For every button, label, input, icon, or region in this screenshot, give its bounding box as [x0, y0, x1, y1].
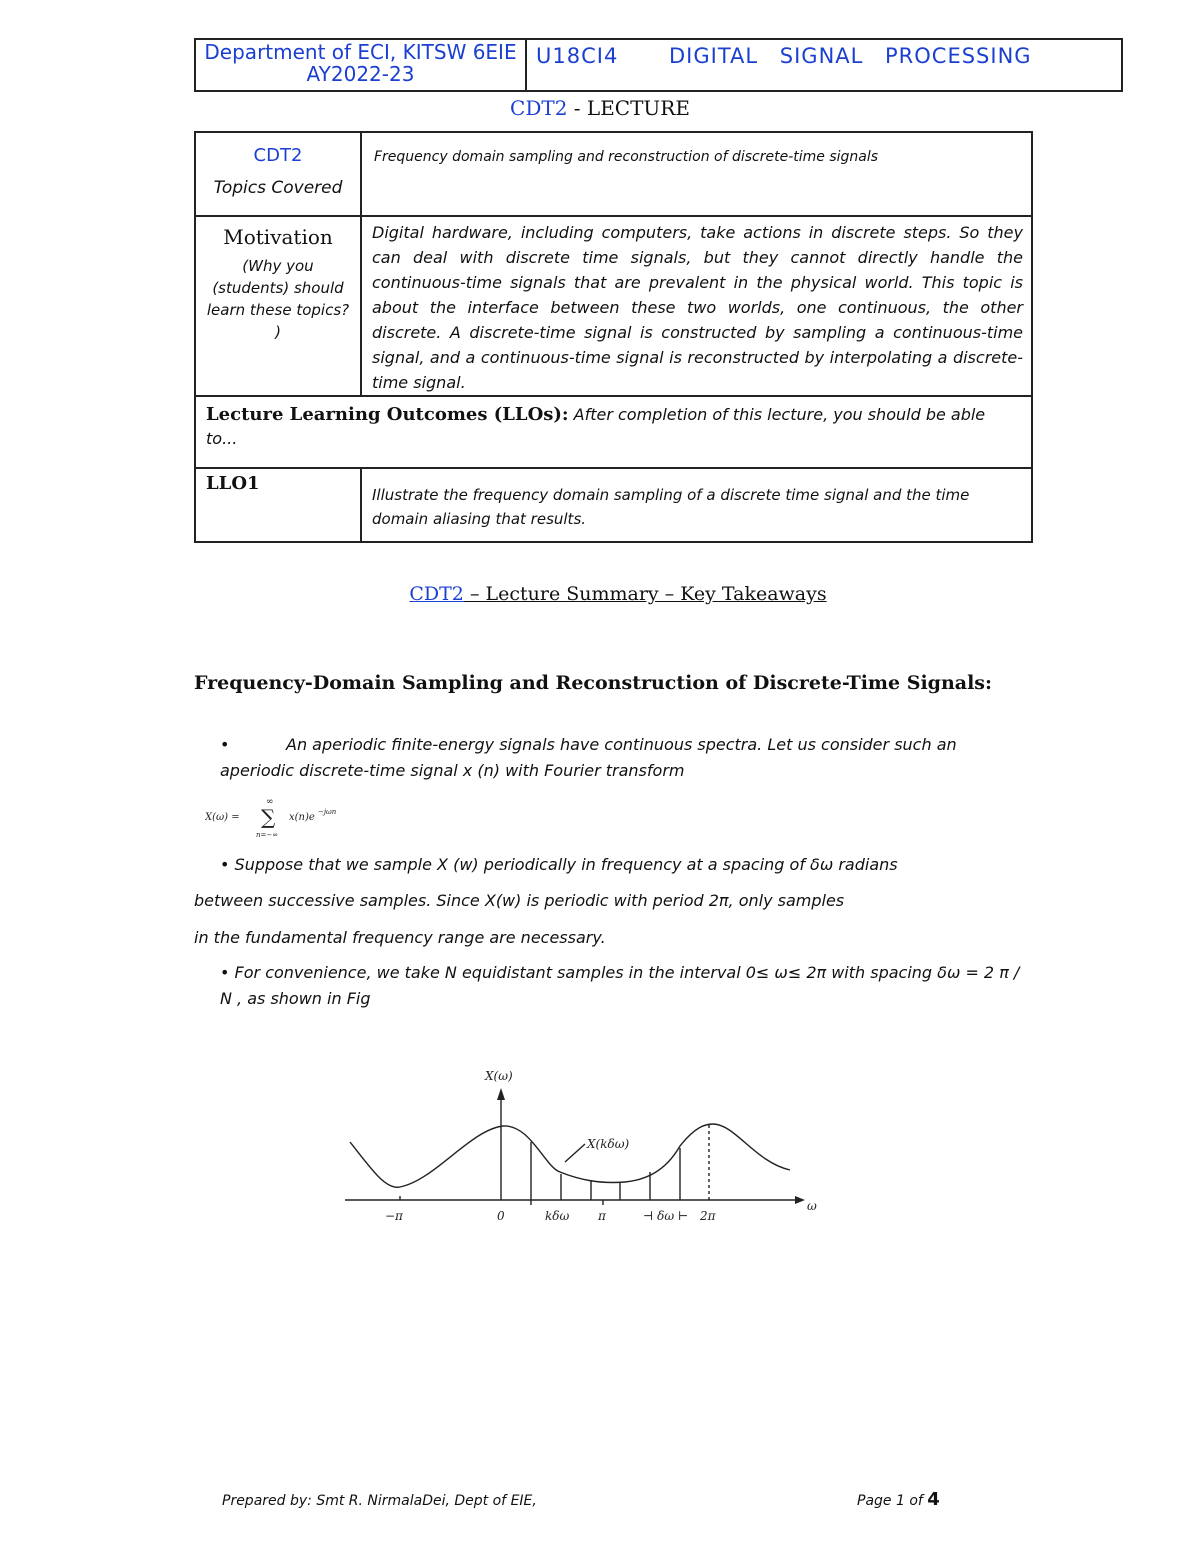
lecture-title: [0, 96, 1200, 120]
fourier-transform-formula: [205, 795, 365, 841]
footer-prepared-by: Prepared by: Smt R. NirmalaDei, Dept of EIE,: [222, 1493, 537, 1509]
spectrum-curve: [350, 1124, 790, 1187]
paragraph-2-line-3: in the fundamental frequency range are necessary.: [194, 928, 606, 947]
motivation-label: Motivation: [223, 225, 333, 249]
llo-intro: After completion of this lecture, you should be able to...: [206, 405, 986, 448]
header-divider: [525, 40, 527, 90]
bullet-dot: •: [220, 963, 230, 982]
footer-page-number: [857, 1489, 940, 1510]
header-box: [194, 38, 1123, 92]
bullet-1: [220, 732, 1020, 784]
x-axis-label: ω: [807, 1199, 817, 1213]
paragraph-2-line-2: between successive samples. Since X(w) is periodic with period 2π, only samples: [194, 891, 845, 910]
formula-lhs: X(ω) =: [205, 812, 240, 823]
tick-label: −π: [385, 1209, 403, 1223]
formula-sigma: ∑: [261, 805, 276, 829]
bullet-2-text: Suppose that we sample X (w) periodically in frequency at a spacing of δω radians: [234, 855, 898, 874]
sample-pointer: [565, 1144, 585, 1162]
bullet-3: [220, 960, 1030, 1012]
page-prefix: Page 1 of: [857, 1493, 928, 1509]
formula-sum-top: ∞: [266, 797, 274, 807]
llo1-label: LLO1: [195, 468, 361, 542]
summary-title: [0, 582, 1200, 607]
summary-title-code: CDT2: [409, 583, 464, 605]
formula-sum-bottom: n=−∞: [256, 831, 279, 839]
topics-label: Topics Covered: [213, 178, 343, 198]
motivation-text: Digital hardware, including computers, take actions in discrete steps. So they can deal with discrete time signals, but they cannot directly handle the continuous-time signals that are prevalent in the physical world. This topic is about the interface between these two worlds, one continuous, the other discrete. A discrete-time signal is constructed by sampling a continuous-time signal, and a continuous-time signal is reconstructed by interpolating a discrete-time signal.: [361, 216, 1032, 396]
sampling-figure: [345, 1062, 825, 1237]
cdt-label: CDT2: [253, 145, 303, 166]
summary-title-rest: – Lecture Summary – Key Takeaways: [463, 583, 827, 605]
llo-heading: Lecture Learning Outcomes (LLOs):: [206, 404, 569, 425]
sample-label: X(kδω): [587, 1137, 630, 1151]
course-title: DIGITAL SIGNAL PROCESSING: [669, 44, 1032, 68]
tick-label: 0: [497, 1209, 505, 1223]
motivation-why: (Why you (students) should learn these topics? ): [206, 257, 350, 341]
formula-body: x(n)e: [289, 812, 315, 823]
x-axis-arrow: [795, 1196, 805, 1204]
page-total: 4: [927, 1489, 940, 1510]
tick-label: ⊣ δω ⊢: [643, 1209, 689, 1223]
bullet-1-line-2: aperiodic discrete-time signal x (n) with Fourier transform: [220, 761, 685, 780]
tick-label: kδω: [545, 1209, 570, 1223]
bullet-dot: •: [220, 855, 230, 874]
topics-text: Frequency domain sampling and reconstruction of discrete-time signals: [361, 132, 1032, 216]
bullet-1-line-1: An aperiodic finite-energy signals have continuous spectra. Let us consider such an: [286, 735, 957, 754]
lecture-suffix: - LECTURE: [567, 96, 690, 120]
bullet-3-text: For convenience, we take N equidistant samples in the interval 0≤ ω≤ 2π with spacing δω = 2 π / N , as shown in Fig: [220, 963, 1020, 1008]
y-axis-label: X(ω): [485, 1069, 513, 1083]
lecture-info-table: [194, 131, 1033, 543]
bullet-dot: •: [220, 735, 230, 754]
y-axis-arrow: [497, 1088, 505, 1100]
llo-heading-cell: [195, 396, 1032, 468]
cdt-cell: [195, 132, 361, 216]
llo1-text: Illustrate the frequency domain sampling of a discrete time signal and the time domain aliasing that results.: [361, 468, 1032, 542]
tick-label: π: [598, 1209, 606, 1223]
motivation-cell: [195, 216, 361, 396]
course-code: U18CI4: [536, 44, 619, 68]
formula-exponent: −jωn: [318, 808, 337, 816]
lecture-code: CDT2: [510, 96, 568, 120]
bullet-2: [220, 852, 1030, 878]
tick-label: 2π: [700, 1209, 716, 1223]
department-label: Department of ECI, KITSW 6EIE AY2022-23: [204, 41, 517, 86]
section-heading: Frequency-Domain Sampling and Reconstruction of Discrete-Time Signals:: [194, 672, 993, 694]
